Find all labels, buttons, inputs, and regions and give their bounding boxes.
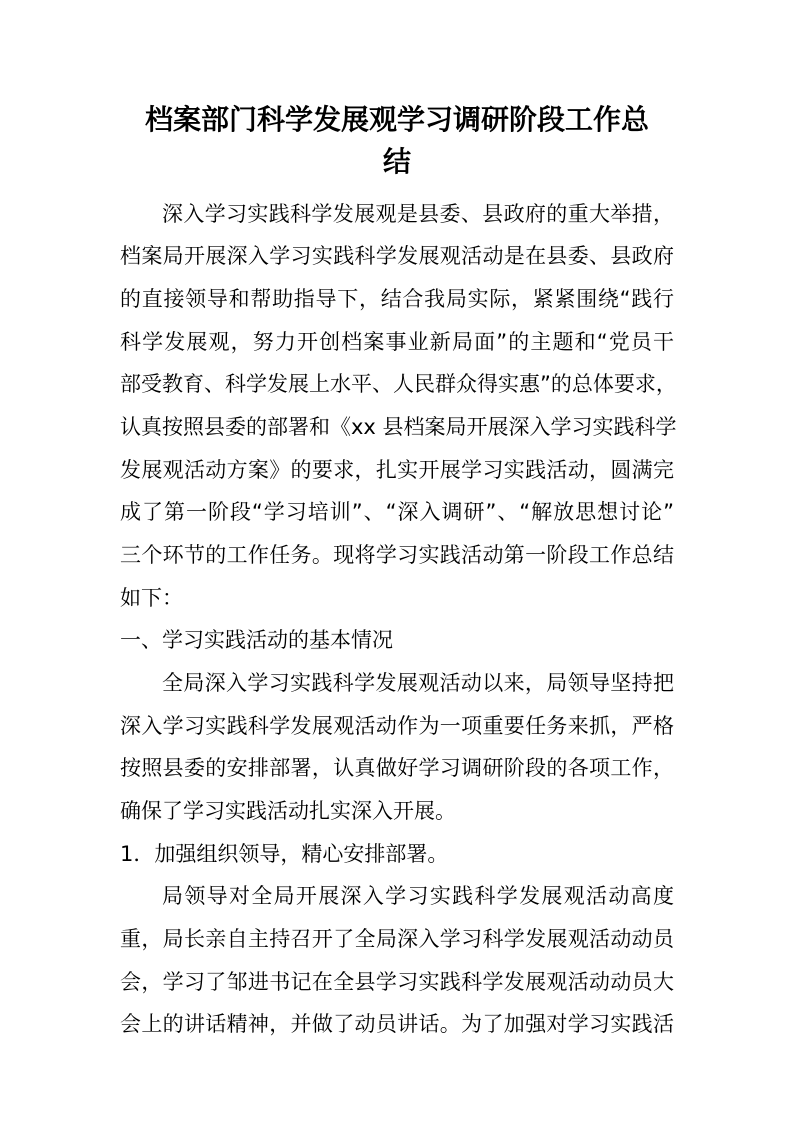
paragraph-line: 成了第一阶段“学习培训”、“深入调研”、“解放思想讨论”	[120, 500, 674, 524]
paragraph-line: 档案局开展深入学习实践科学发展观活动是在县委、县政府	[120, 244, 674, 268]
paragraph-line: 科学发展观，努力开创档案事业新局面”的主题和“党员干	[120, 330, 674, 354]
paragraph-line: 重，局长亲自主持召开了全局深入学习科学发展观活动动员	[120, 927, 674, 951]
paragraph-line: 的直接领导和帮助指导下，结合我局实际，紧紧围绕“践行	[120, 287, 674, 311]
paragraph-line: 如下：	[120, 586, 183, 610]
paragraph-line: 全局深入学习实践科学发展观活动以来，局领导坚持把	[162, 671, 674, 695]
paragraph-line: 会上的讲话精神，并做了动员讲话。为了加强对学习实践活	[120, 1012, 674, 1036]
subsection-heading: 1．加强组织领导，精心安排部署。	[120, 842, 449, 866]
paragraph-line: 部受教育、科学发展上水平、人民群众得实惠”的总体要求，	[120, 372, 677, 396]
paragraph-line: 三个环节的工作任务。现将学习实践活动第一阶段工作总结	[120, 543, 674, 567]
paragraph-line: 发展观活动方案》的要求，扎实开展学习实践活动，圆满完	[120, 458, 674, 482]
section-heading: 一、学习实践活动的基本情况	[120, 628, 393, 652]
paragraph-line: 确保了学习实践活动扎实深入开展。	[120, 799, 456, 823]
paragraph-line: 会，学习了邹进书记在全县学习实践科学发展观活动动员大	[120, 970, 674, 994]
paragraph-line: 局领导对全局开展深入学习实践科学发展观活动高度	[162, 884, 674, 908]
document-title-continued: 结	[382, 145, 411, 178]
paragraph-line: 深入学习实践科学发展观活动作为一项重要任务来抓，严格	[120, 714, 674, 738]
paragraph-line: 认真按照县委的部署和《xx 县档案局开展深入学习实践科学	[120, 415, 677, 439]
document-title: 档案部门科学发展观学习调研阶段工作总	[144, 103, 649, 136]
paragraph-line: 按照县委的安排部署，认真做好学习调研阶段的各项工作，	[120, 756, 674, 780]
paragraph-line: 深入学习实践科学发展观是县委、县政府的重大举措，	[162, 202, 674, 226]
